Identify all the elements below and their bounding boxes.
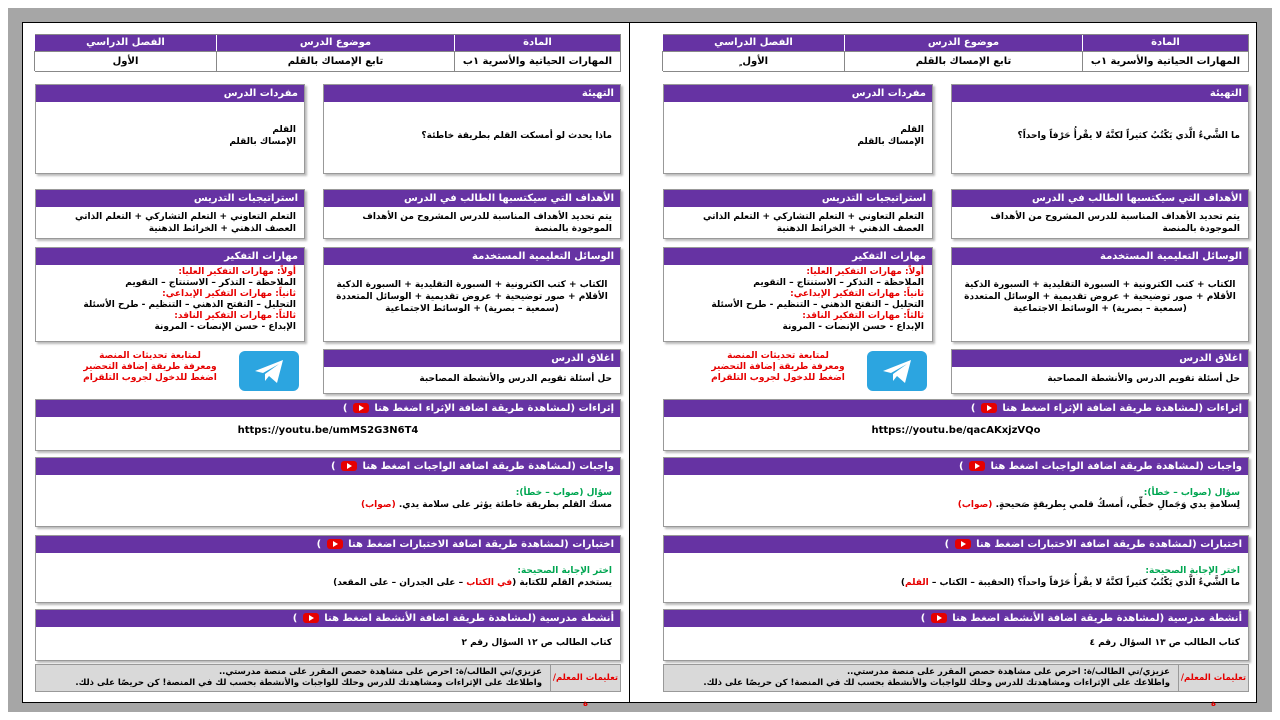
telegram-promo[interactable] [65,351,235,384]
activities-video-link[interactable]: (لمشاهدة طريقة اضافة الأنشطة اضغط هنا [324,613,537,624]
telegram-promo[interactable] [693,351,863,384]
lesson-plan-page-right [663,34,1249,709]
thinking-skills-box [663,247,933,342]
enrich-url[interactable]: https://youtu.be/qacAKxjzVQo [871,425,1041,436]
strategies-line-2: العصف الذهني + الخرائط الذهنية [776,224,924,234]
strategies-line-2: العصف الذهني + الخرائط الذهنية [148,224,296,234]
tools-title: الوسائل التعليمية المستخدمة [324,248,620,265]
semester-header: الفصل الدراسي [34,35,216,51]
promo-line-3: اضغط للدخول لجروب التلقرام [711,373,845,383]
thinking-h2: ثانياً: مهارات التفكير الإبداعي: [162,289,296,299]
goals-text: يتم تحديد الأهداف المناسبة للدرس المشروح من الأهداف الموجودة بالمنصة [990,212,1240,234]
tests-answer: في الكتاب [466,578,513,588]
youtube-icon[interactable] [327,539,343,549]
tests-box: اختبارات (لمشاهدة طريقة اضافة الاختبارات اضغط هنا ) اختر الإجابة الصحيحة: يستخدم القلم للكتابة (في الكتاب – على الجدران – على المقعد) [35,535,621,603]
thinking-title: مهارات التفكير [36,248,304,265]
goals-title: الأهداف التي سيكتسبها الطالب في الدرس [952,190,1248,207]
enrichment-box: إثراءات (لمشاهدة طريقة اضافة الإثراء اضغط هنا ) https://youtu.be/umMS2G3N6T4 [35,399,621,451]
promo-line-1: لمتابعة تحديثات المنصة [727,351,829,361]
closing-title: اغلاق الدرس [324,350,620,367]
thinking-h3: ثالثاً: مهارات التفكير الناقد: [802,311,924,321]
subject-value: المهارات الحياتية والأسرية ١ب [454,51,620,71]
homework-title: واجبات [579,461,614,472]
activities-box: أنشطة مدرسية (لمشاهدة طريقة اضافة الأنشطة اضغط هنا ) كتاب الطالب ص ١٢ السؤال رقم ٢ [35,609,621,661]
promo-line-3: اضغط للدخول لجروب التلقرام [83,373,217,383]
tests-box: اختبارات (لمشاهدة طريقة اضافة الاختبارات اضغط هنا ) اختر الإجابة الصحيحة: ما الشَّيءُ الَّذي يَكْتُبُ كثيراً لكنَّهُ لا يقْرأُ حَرْفاً واحداً؟ (الحقيبة – الكتاب – القلم) [663,535,1249,603]
goals-box [951,189,1249,239]
topic-header: موضوع الدرس [216,35,454,51]
topic-header: موضوع الدرس [844,35,1082,51]
thinking-h3: ثالثاً: مهارات التفكير الناقد: [174,311,296,321]
youtube-icon[interactable] [955,539,971,549]
vocab-title: مفردات الدرس [664,85,932,102]
teacher-notes-line-2: واطلاعك على الإثراءات ومشاهدتك للدرس وحلك للواجبات والأنشطة بحسب لك في المنصة! كن حريصًا على ذلك. [703,678,1170,688]
thinking-h2: ثانياً: مهارات التفكير الإبداعي: [790,289,924,299]
warmup-box [323,84,621,174]
youtube-icon[interactable] [341,461,357,471]
enrich-title: إثراءات [1206,403,1242,414]
activities-title: أنشطة مدرسية [539,613,614,624]
vocab-box [35,84,305,174]
tests-q-type: اختر الإجابة الصحيحة: [1145,566,1240,576]
topic-value: تابع الإمساك بالقلم [216,51,454,71]
lesson-info-table [663,34,1249,72]
homework-question: لِسلامةِ يدي وَجَمالِ خطِّي، أَمسكُ قلمي بِطريقةٍ صَحيحةٍ. [995,500,1240,510]
youtube-icon[interactable] [303,613,319,623]
homework-answer: (صواب) [957,500,993,510]
warmup-title: التهيئة [324,85,620,102]
enrich-video-link[interactable]: (لمشاهدة طريقة اضافة الإثراء اضغط هنا [374,403,576,414]
page-divider [629,22,630,703]
promo-line-1: لمتابعة تحديثات المنصة [99,351,201,361]
teacher-notes [35,664,621,709]
closing-title: اغلاق الدرس [952,350,1248,367]
warmup-text: ما الشَّيءُ الَّذي يَكْتُبُ كثيراً لكنَّهُ لا يقْرأُ حَرْفاً واحداً؟ [1017,131,1240,141]
activities-box: أنشطة مدرسية (لمشاهدة طريقة اضافة الأنشطة اضغط هنا ) كتاب الطالب ص ١٣ السؤال رقم ٤ [663,609,1249,661]
semester-header: الفصل الدراسي [662,35,844,51]
closing-text: حل أسئلة تقويم الدرس والأنشطة المصاحبة [1047,374,1240,384]
teacher-notes-line-2: واطلاعك على الإثراءات ومشاهدتك للدرس وحلك للواجبات والأنشطة بحسب لك في المنصة! كن حريصًا على ذلك. [75,678,542,688]
tests-video-link[interactable]: (لمشاهدة طريقة اضافة الاختبارات اضغط هنا [976,539,1197,550]
tests-title: اختبارات [572,539,614,550]
enrich-video-link[interactable]: (لمشاهدة طريقة اضافة الإثراء اضغط هنا [1002,403,1204,414]
enrichment-box: إثراءات (لمشاهدة طريقة اضافة الإثراء اضغط هنا ) https://youtu.be/qacAKxjzVQo [663,399,1249,451]
tests-answer: القلم [905,578,929,588]
promo-line-2: ومعرفة طريقة إضافة التحضير [83,362,217,372]
semester-value: الأول ٍ [662,51,844,71]
teacher-notes [663,664,1249,709]
vocab-title: مفردات الدرس [36,85,304,102]
thinking-h1: أولاً: مهارات التفكير العليا: [806,267,924,277]
vocab-line-1: القلم [900,125,924,135]
warmup-box [951,84,1249,174]
homework-box: واجبات (لمشاهدة طريقة اضافة الواجبات اضغط هنا ) سؤال (صواب – خطأ): لِسلامةِ يدي وَجَمالِ خطِّي، أَمسكُ قلمي بِطريقةٍ صَحيحةٍ. (صواب) [663,457,1249,527]
tests-q-type: اختر الإجابة الصحيحة: [517,566,612,576]
tests-video-link[interactable]: (لمشاهدة طريقة اضافة الاختبارات اضغط هنا [348,539,569,550]
subject-header: المادة [454,35,620,51]
youtube-icon[interactable] [931,613,947,623]
thinking-t1: الملاحظة – التذكر – الاستنتاج – التقويم [125,278,296,288]
closing-box [323,349,621,394]
thinking-h1: أولاً: مهارات التفكير العليا: [178,267,296,277]
subject-value: المهارات الحياتية والأسرية ١ب [1082,51,1248,71]
tools-title: الوسائل التعليمية المستخدمة [952,248,1248,265]
telegram-icon[interactable] [867,351,927,391]
thinking-t3: الإبداع - حسن الإنصات - المرونة [154,322,296,332]
vocab-line-1: القلم [272,125,296,135]
homework-answer: (صواب) [361,500,396,510]
activities-video-link[interactable]: (لمشاهدة طريقة اضافة الأنشطة اضغط هنا [952,613,1165,624]
teacher-notes-line-1: عزيزي/تي الطالب/ة: احرص على مشاهدة حصص المقرر على منصة مدرستي.. [218,667,542,677]
homework-box: واجبات (لمشاهدة طريقة اضافة الواجبات اضغط هنا ) سؤال (صواب – خطأ): مسك القلم بطريقة خاطئة يؤثر على سلامة يدي. (صواب) [35,457,621,527]
homework-title: واجبات [1207,461,1242,472]
tools-box [951,247,1249,342]
semester-value: الأول [34,51,216,71]
youtube-icon[interactable] [969,461,985,471]
homework-q-type: سؤال (صواب – خطأ): [515,488,612,498]
goals-text: يتم تحديد الأهداف المناسبة للدرس المشروح من الأهداف الموجودة بالمنصة [362,212,612,234]
strategies-line-1: التعلم التعاوني + التعلم التشاركي + التعلم الذاتي [75,212,296,222]
vocab-line-2: الإمساك بالقلم [229,137,296,147]
activities-text: كتاب الطالب ص ١٢ السؤال رقم ٢ [461,638,612,648]
thinking-t2: التحليل – التفتح الذهني – التنظيم - طرح الأسئلة [711,300,924,310]
strategies-box [35,189,305,239]
tests-question: ما الشَّيءُ الَّذي يَكْتُبُ كثيراً لكنَّهُ لا يقْرأُ حَرْفاً واحداً؟ (الحقيبة – الكتاب – [928,578,1240,588]
topic-value: تابع الإمساك بالقلم [844,51,1082,71]
homework-video-link[interactable]: (لمشاهدة طريقة اضافة الواجبات اضغط هنا [990,461,1204,472]
subject-header: المادة [1082,35,1248,51]
tests-question: يستخدم القلم للكتابة ( [512,578,612,588]
warmup-text: ماذا يحدث لو أمسكت القلم بطريقة خاطئة؟ [421,131,612,141]
homework-video-link[interactable]: (لمشاهدة طريقة اضافة الواجبات اضغط هنا [362,461,576,472]
vocab-box [663,84,933,174]
activities-title: أنشطة مدرسية [1167,613,1242,624]
teacher-notes-label: تعليمات المعلم/ة [550,665,620,691]
enrich-title: إثراءات [578,403,614,414]
teacher-notes-label: تعليمات المعلم/ة [1178,665,1248,691]
enrich-url[interactable]: https://youtu.be/umMS2G3N6T4 [237,425,419,436]
closing-box [951,349,1249,394]
activities-text: كتاب الطالب ص ١٣ السؤال رقم ٤ [1089,638,1240,648]
tools-box [323,247,621,342]
lesson-info-table [35,34,621,72]
tools-text: الكتاب + كتب الكترونية + السبورة التقليدية + السبورة الذكية الأقلام + صور توضيحية + عروض تقديمية + الوسائل المتعددة (سمعية – بصرية) + الوسائط الاجتماعية [336,280,608,314]
teacher-notes-line-1: عزيزي/تي الطالب/ة: احرص على مشاهدة حصص المقرر على منصة مدرستي.. [846,667,1170,677]
tests-tail: ) [900,578,906,588]
youtube-icon[interactable] [353,403,369,413]
goals-title: الأهداف التي سيكتسبها الطالب في الدرس [324,190,620,207]
lesson-plan-page-left [35,34,621,709]
vocab-line-2: الإمساك بالقلم [857,137,924,147]
thinking-t3: الإبداع - حسن الإنصات - المرونة [782,322,924,332]
thinking-skills-box [35,247,305,342]
warmup-title: التهيئة [952,85,1248,102]
tests-title: اختبارات [1200,539,1242,550]
thinking-t2: التحليل – التفتح الذهني – التنظيم - طرح الأسئلة [83,300,296,310]
youtube-icon[interactable] [981,403,997,413]
promo-line-2: ومعرفة طريقة إضافة التحضير [711,362,845,372]
strategies-title: استراتيجيات التدريس [36,190,304,207]
strategies-title: استراتيجيات التدريس [664,190,932,207]
homework-q-type: سؤال (صواب – خطأ): [1143,488,1240,498]
thinking-title: مهارات التفكير [664,248,932,265]
strategies-box [663,189,933,239]
strategies-line-1: التعلم التعاوني + التعلم التشاركي + التعلم الذاتي [703,212,924,222]
goals-box [323,189,621,239]
tests-tail: – على الجدران – على المقعد) [333,578,467,588]
thinking-t1: الملاحظة – التذكر – الاستنتاج – التقويم [753,278,924,288]
telegram-icon[interactable] [239,351,299,391]
tools-text: الكتاب + كتب الكترونية + السبورة التقليدية + السبورة الذكية الأقلام + صور توضيحية + عروض تقديمية + الوسائل المتعددة (سمعية – بصرية) + الوسائط الاجتماعية [964,280,1236,314]
closing-text: حل أسئلة تقويم الدرس والأنشطة المصاحبة [419,374,612,384]
homework-question: مسك القلم بطريقة خاطئة يؤثر على سلامة يدي. [398,500,612,510]
